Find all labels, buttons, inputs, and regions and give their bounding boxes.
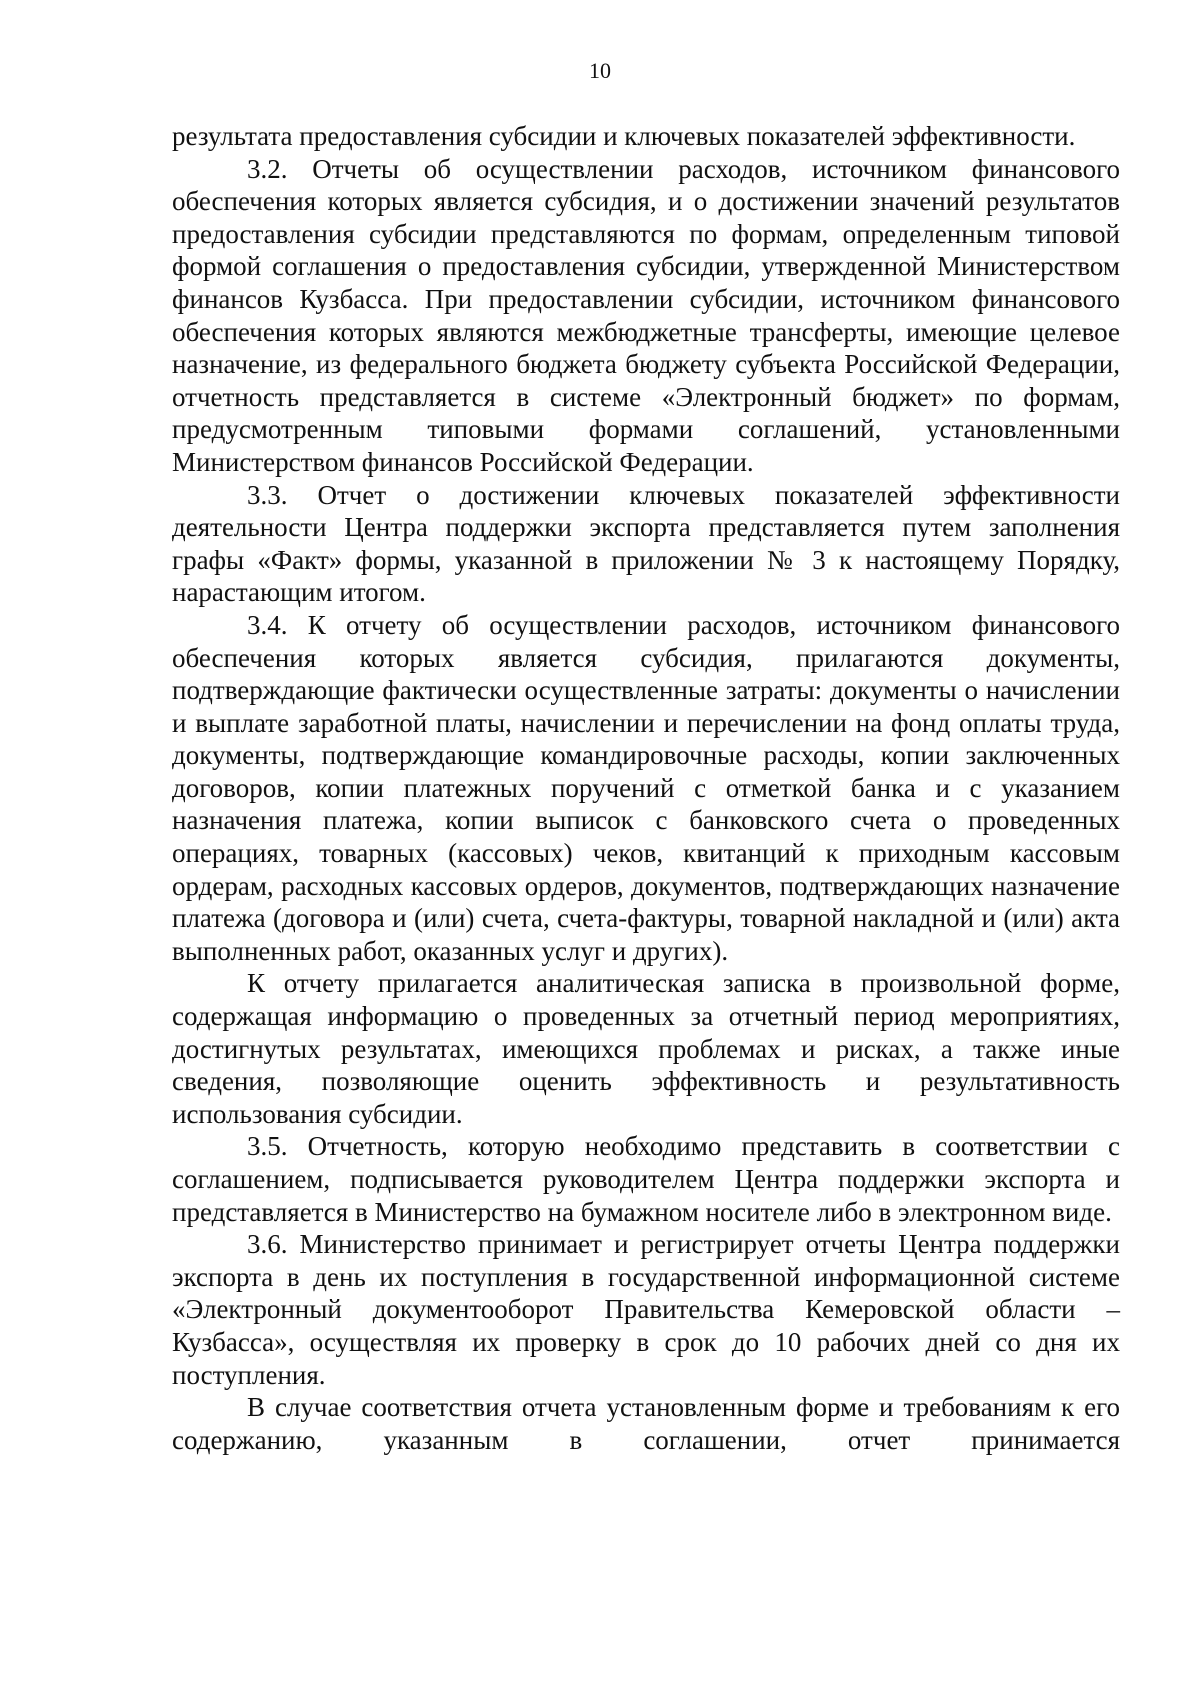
paragraph-3-5: 3.5. Отчетность, которую необходимо представить в соответствии с соглашением, подписывается руководителем Центра поддержки экспорта и представляется в Министерство на бумажном носителе либо в электронном виде. — [172, 1131, 1120, 1227]
paragraph-3-3: 3.3. Отчет о достижении ключевых показателей эффективности деятельности Центра поддержки экспорта представляется путем заполнения графы «Факт» формы, указанной в приложении № 3 к настоящему Порядку, нарастающим итогом. — [172, 479, 1120, 608]
paragraph-3-2: 3.2. Отчеты об осуществлении расходов, источником финансового обеспечения которых является субсидия, и о достижении значений результатов предоставления субсидии представляются по формам, определенным типовой формой соглашения о предоставления субсидии, утвержденной Министерством финансов Кузбасса. При предоставлении субсидии, источником финансового обеспечения которых являются межбюджетные трансферты, имеющие целевое назначение, из федерального бюджета бюджету субъекта Российской Федерации, отчетность представляется в системе «Электронный бюджет» по формам, предусмотренным типовыми формами соглашений, установленными Министерством финансов Российской Федерации. — [172, 153, 1120, 477]
paragraph-3-4: 3.4. К отчету об осуществлении расходов, источником финансового обеспечения которых является субсидия, прилагаются документы, подтверждающие фактически осуществленные затраты: документы о начислении и выплате заработной платы, начислении и перечислении на фонд оплаты труда, документы, подтверждающие командировочные расходы, копии заключенных договоров, копии платежных поручений с отметкой банка и с указанием назначения платежа, копии выписок с банковского счета о проведенных операциях, товарных (кассовых) чеков, квитанций к приходным кассовым ордерам, расходных кассовых ордеров, документов, подтверждающих назначение платежа (договора и (или) счета, счета-фактуры, товарной накладной и (или) акта выполненных работ, оказанных услуг и других). — [172, 609, 1120, 966]
paragraph-3-6: 3.6. Министерство принимает и регистрирует отчеты Центра поддержки экспорта в день их поступления в государственной информационной системе «Электронный документооборот Правительства Кемеровской области – Кузбасса», осуществляя их проверку в срок до 10 рабочих дней со дня их поступления. — [172, 1229, 1120, 1390]
paragraph-compliance: В случае соответствия отчета установленным форме и требованиям к его содержанию, указанным в соглашении, отчет принимается — [172, 1392, 1120, 1455]
paragraph-1: результата предоставления субсидии и ключевых показателей эффективности. — [172, 121, 1076, 151]
document-body — [172, 120, 1120, 1456]
page-number: 10 — [589, 58, 611, 83]
paragraph-analytical-note: К отчету прилагается аналитическая записка в произвольной форме, содержащая информацию о проведенных за отчетный период мероприятиях, достигнутых результатах, имеющихся проблемах и рисках, а также иные сведения, позволяющие оценить эффективность и результативность использования субсидии. — [172, 968, 1120, 1129]
